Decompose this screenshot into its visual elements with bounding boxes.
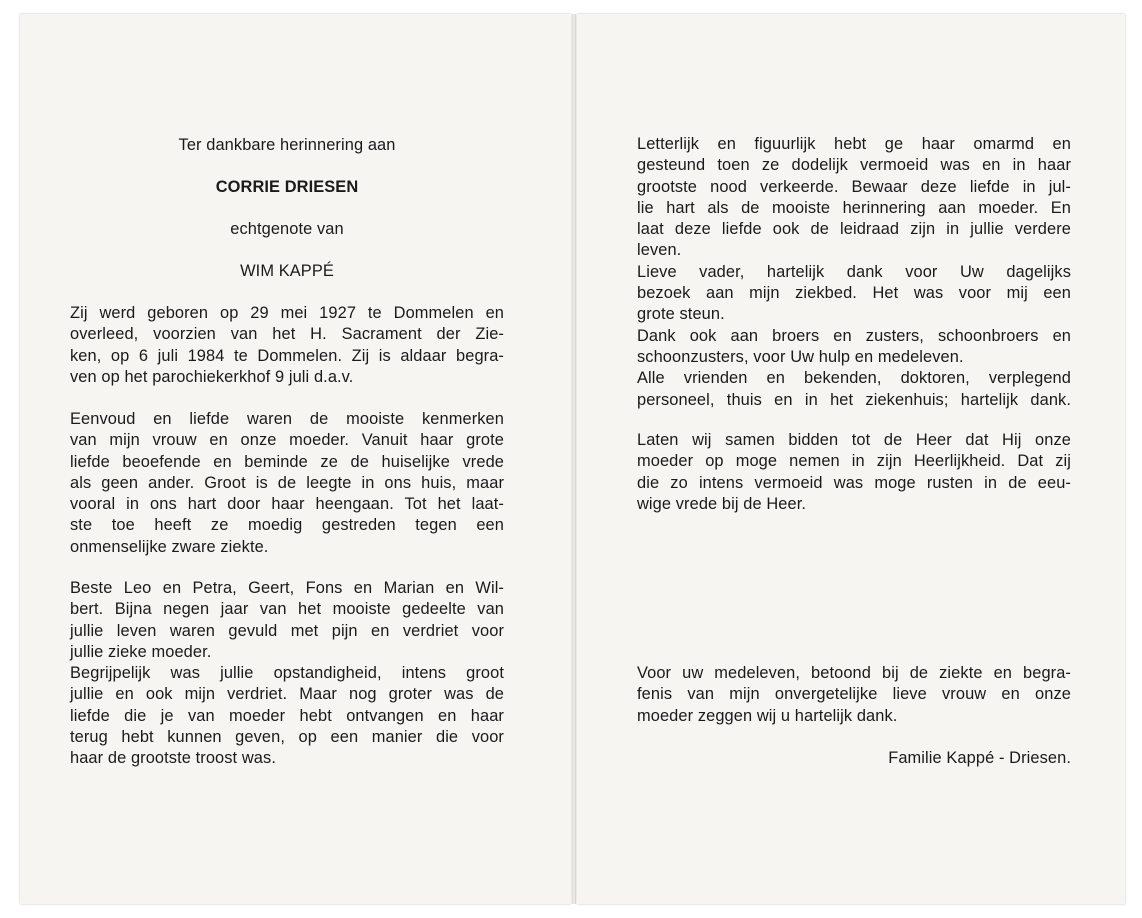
right-paragraph-2 xyxy=(637,430,1071,515)
text-line: ven op het parochiekerkhof 9 juli d.a.v. xyxy=(70,367,354,386)
spouse-name: WIM KAPPÉ xyxy=(240,262,334,280)
relation-line: echtgenote van xyxy=(230,220,344,238)
text-line: van mijn vrouw en onze moeder. Vanuit haar grote xyxy=(70,431,504,450)
text-line: lie hart als de mooiste herinnering aan moeder. En xyxy=(637,198,1071,217)
text-line: Voor uw medeleven, betoond bij de ziekte en begra- xyxy=(637,664,1071,682)
text-line: Dank ook aan broers en zusters, schoonbroers en xyxy=(637,326,1071,345)
text-line: bezoek aan mijn ziekbed. Het was voor mij een xyxy=(637,284,1071,303)
text-line: grootste nood verkeerde. Bewaar deze liefde in jul- xyxy=(637,177,1071,196)
text-line: jullie zieke moeder. xyxy=(70,642,212,661)
text-line: moeder zeggen wij u hartelijk dank. xyxy=(637,706,898,725)
text-line: gesteund toen ze dodelijk vermoeid was en in haar xyxy=(637,156,1071,175)
text-line: Letterlijk en figuurlijk hebt ge haar omarmd en xyxy=(637,135,1071,153)
text-line: Zij werd geboren op 29 mei 1927 te Dommelen en xyxy=(70,304,504,322)
text-line: jullie leven waren gevuld met pijn en verdriet voor xyxy=(70,621,504,640)
family-signature: Familie Kappé - Driesen. xyxy=(888,749,1071,767)
text-line: fenis van mijn onvergetelijke lieve vrouw en onze xyxy=(637,685,1071,704)
text-line: als geen ander. Groot is de leegte in ons huis, maar xyxy=(70,473,504,492)
left-paragraph-1 xyxy=(70,303,504,388)
text-line: terug hebt kunnen geven, op een manier die voor xyxy=(70,728,504,747)
text-line: ken, op 6 juli 1984 te Dommelen. Zij is aldaar begra- xyxy=(70,346,504,365)
text-line: moeder op moge nemen in zijn Heerlijkheid. Dat zij xyxy=(637,452,1071,471)
text-line: haar de grootste troost was. xyxy=(70,749,276,768)
right-paragraph-3 xyxy=(637,663,1071,727)
intro-line: Ter dankbare herinnering aan xyxy=(178,136,396,154)
text-line: jullie en ook mijn verdriet. Maar nog groter was de xyxy=(70,685,504,704)
text-line: Lieve vader, hartelijk dank voor Uw dagelijks xyxy=(637,262,1071,281)
right-paragraph-1 xyxy=(637,134,1071,411)
text-line: Eenvoud en liefde waren de mooiste kenmerken xyxy=(70,410,504,428)
text-line: onmenselijke zware ziekte. xyxy=(70,537,269,556)
text-line: bert. Bijna negen jaar van het mooiste gedeelte van xyxy=(70,600,504,619)
page-fold xyxy=(572,14,576,904)
text-line: vooral in ons hart door haar heengaan. Tot het laat- xyxy=(70,495,504,514)
text-line: ste toe heeft ze moedig gestreden tegen een xyxy=(70,516,504,535)
text-line: laat deze liefde ook de leidraad zijn in jullie verdere xyxy=(637,220,1071,239)
text-line: liefde die je van moeder hebt ontvangen en haar xyxy=(70,706,504,725)
text-line: liefde beoefende en beminde ze de huiselijke vrede xyxy=(70,452,504,471)
text-line: Laten wij samen bidden tot de Heer dat Hij onze xyxy=(637,431,1071,449)
text-line: die zo intens vermoeid was moge rusten in de eeu- xyxy=(637,473,1071,492)
text-line: overleed, voorzien van het H. Sacrament der Zie- xyxy=(70,325,504,344)
text-line: wige vrede bij de Heer. xyxy=(637,494,807,513)
left-paragraph-2 xyxy=(70,409,504,558)
text-line: Beste Leo en Petra, Geert, Fons en Marian en Wil- xyxy=(70,579,504,597)
text-line: leven. xyxy=(637,241,682,260)
text-line: grote steun. xyxy=(637,305,725,324)
left-paragraph-3 xyxy=(70,578,504,770)
text-line: schoonzusters, voor Uw hulp en medeleven. xyxy=(637,347,964,366)
deceased-name: CORRIE DRIESEN xyxy=(215,178,359,196)
text-line: Begrijpelijk was jullie opstandigheid, intens groot xyxy=(70,664,504,683)
text-line: personeel, thuis en in het ziekenhuis; hartelijk dank. xyxy=(637,390,1071,409)
text-line: Alle vrienden en bekenden, doktoren, verplegend xyxy=(637,369,1071,388)
